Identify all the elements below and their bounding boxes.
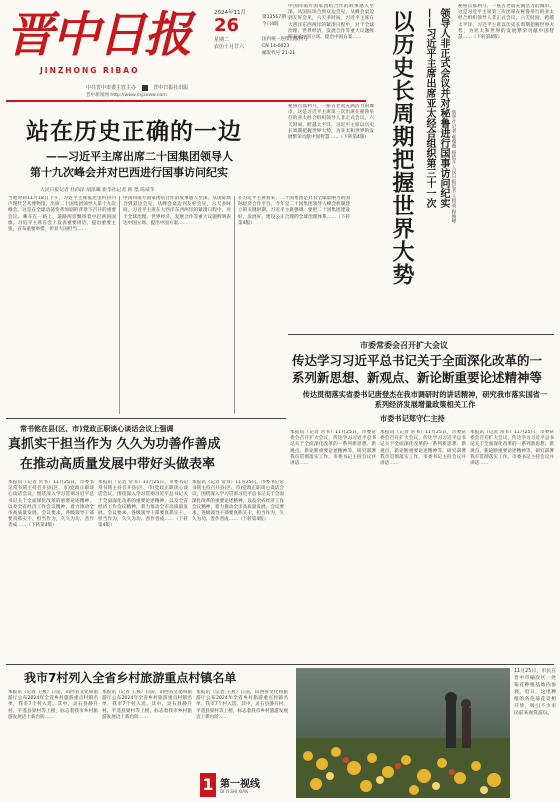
date-month: 2024年11月 xyxy=(214,10,246,16)
flower-field-image xyxy=(296,668,510,798)
section-english: DI YI SHI XIAN xyxy=(220,789,249,794)
left-story-headline-1: 真抓实干担当作为 久久为功善作善成 xyxy=(8,437,221,452)
section-rule-2 xyxy=(6,418,286,419)
right-story-col-1: 本报讯（记者 常书）11月25日，市委常委会召开扩大会议，传达学习习近平总书记关于全面深化改革的一系列新思想、新观点、新论断重要论述精神等，研究部署我市贯彻落实工作。市委书记主持会议并讲话…… xyxy=(290,430,376,467)
right-story-col-2: 本报讯（记者 常书）11月25日，市委常委会召开扩大会议，传达学习习近平总书记关于全面深化改革的一系列新思想、新观点、新论断重要论述精神等，研究部署我市贯彻落实工作。市委书记主持会议并讲话…… xyxy=(380,430,466,467)
right-story-kicker: 市委常委会召开扩大会议 xyxy=(360,341,448,350)
right-top-column: 秘鲁首都利马，一座古老而充满活力的城市。这是习近平主席第三次出席在秘鲁举行的亚太经合组织领导人非正式会议。六天时间，跨越太平洋，习近平主席以历史长周期把握世界大势，为亚太和世界的发展繁荣贡献中国智慧……（下转第4版） xyxy=(458,4,554,41)
mid-continued-column: 秘鲁首都利马，一座古老而充满活力的城市。这是习近平主席第三次出席在秘鲁举行的亚太经合组织领导人非正式会议。六天时间，跨越太平洋，习近平主席以历史长周期把握世界大势，为亚太和世界的发展繁荣贡献中国智慧……（下转第4版） xyxy=(288,104,374,141)
publisher-text: 晋中日报社出版 xyxy=(153,85,189,91)
vertical-byline: 新华社记者 郝薇薇 杨依军 人民日报记者 王悦明 程俊峰 xyxy=(451,110,456,224)
photo-caption: 11月25日，市民在晋中市榆次区一处菊花种植基地内参观。近日，这里种植的各色菊花竞相开放，吸引不少市民前来观赏游玩。 xyxy=(514,669,556,716)
top-center-column: 中国同南方国家团结合作的故事感人至深。从国际场合到双边会见，从峰会桌边到友好会见，六天多时间，习近平主席在大西洋东西两岸的紧凑日程中，对于全球治理、世界经济、发展合作等重大议题鲜明表达中国立场、提出中国方案…… xyxy=(288,4,374,41)
section-rule-3 xyxy=(6,664,554,665)
newspaper-pinyin: JINZHONG RIBAO xyxy=(40,66,140,75)
right-story-subhead: 传达贯彻落实省委书记唐登杰在我市调研时的讲话精神，研究我市落实国省一系列经济发展增量政策相关工作 xyxy=(302,390,548,409)
lead-divider-2 xyxy=(234,196,235,414)
masthead-rule xyxy=(6,100,366,102)
today-pages: 今日4版 xyxy=(262,22,279,27)
lead-column-3: 在习近平主席看来，二十国集团是具有全球影响力的国际经济合作平台。今年是二十国集团领导人峰会机制建立的关键时期。习近平主席强调，要把二十国集团建设好、发展好，建设公正合理的全球治理体系……（下转第4版） xyxy=(238,196,350,226)
cn-label: 国内统一连续出版物号 xyxy=(262,37,308,42)
website-line: 晋中新闻网 http://www.sxjzxww.com xyxy=(86,93,167,98)
date-day: 26 xyxy=(214,15,240,36)
date-block xyxy=(214,8,258,82)
left-story-col-3: 本报讯（记者 常书）11月25日，市委书记常书铭主持召开县(区、市)党政正职谈心谈话会议，围绕深入学习贯彻习近平总书记关于全面深化改革的重要论述精神，以及全省经济工作会议精神，着力推动全市高质量发展。会议要求，各级领导干部要真抓实干、担当作为，久久为功、善作善成……（下转第4版） xyxy=(192,480,284,523)
right-story-headline: 传达学习习近平总书记关于全面深化改革的一系列新思想、新观点、新论断重要论述精神等 xyxy=(292,353,543,385)
vertical-intro: 领导人非正式会议并对秘鲁进行国事访问纪实 xyxy=(438,8,449,208)
right-story-col-3: 本报讯（记者 常书）11月25日，市委常委会召开扩大会议，传达学习习近平总书记关于全面深化改革的一系列新思想、新观点、新论断重要论述精神等，研究部署我市贯彻落实工作。市委书记主持会议并讲话…… xyxy=(470,430,554,467)
issue-number: 第13567期 xyxy=(262,15,286,20)
newspaper-name: 晋中日报 xyxy=(6,7,191,63)
bottom-left-col-2: 本报讯（记者 王燕）日前，山西省文化和旅游厅公布2024年全省乡村旅游重点村镇名单，我市7个村入选。其中，灵石县静升村、平遥县梁村等上榜，标志着我市乡村旅游发展迈上新台阶…… xyxy=(102,690,192,720)
left-story-col-2: 本报讯（记者 常书）11月25日，市委书记常书铭主持召开县(区、市)党政正职谈心谈话会议，围绕深入学习贯彻习近平总书记关于全面深化改革的重要论述精神，以及全省经济工作会议精神，着力推动全市高质量发展。会议要求，各级领导干部要真抓实干、担当作为，久久为功、善作善成……（下转第4版） xyxy=(98,480,188,529)
right-story-subhead-2: 市委书记郑守仁主持 xyxy=(380,414,445,423)
qr-icon xyxy=(142,85,148,91)
vertical-headline-block xyxy=(374,4,452,334)
section-label: 第一视线 xyxy=(220,779,260,790)
chrysanthemum-photo xyxy=(296,668,510,798)
lead-subtitle-2: 第十九次峰会并对巴西进行国事访问纪实 xyxy=(30,166,228,179)
lead-column-1: 当地时间11月18日下午，习近平主席抵达里约热内卢现代艺术博物馆，出席二十国集团领导人第十九次峰会。这是在全球动荡变革加剧的背景下召开的重要会议。乘车在一路上，道路两旁飘扬着中巴两国国旗。习近平主席在会上发表重要讲话，提出重要主张，宣布重要举措，彰显大国担当…… xyxy=(8,196,116,233)
bottom-left-col-1: 本报讯（记者 王燕）日前，山西省文化和旅游厅公布2024年全省乡村旅游重点村镇名单，我市7个村入选。其中，灵石县静升村、平遥县梁村等上榜，标志着我市乡村旅游发展迈上新台阶…… xyxy=(8,690,98,720)
vertical-intro-2: ——习近平主席出席亚太经合组织第三十一次 xyxy=(424,8,435,208)
left-story-headline-2: 在推动高质量发展中带好头做表率 xyxy=(20,457,216,472)
masthead xyxy=(6,6,316,106)
vertical-main-headline: 以历史长周期把握世界大势 xyxy=(389,10,414,286)
lead-byline: 人民日报记者 杜尚泽 胡泽曦 新华社记者 韩 墨 陈威华 xyxy=(40,188,155,193)
weekday: 星期二 xyxy=(214,37,230,43)
lead-divider-1 xyxy=(119,196,120,414)
section-rule-1 xyxy=(288,334,554,335)
left-story-kicker: 常书铭在县(区、市)党政正职谈心谈话会议上强调 xyxy=(20,425,174,433)
sponsor-text: 中共晋中市委主管主办 xyxy=(86,85,137,91)
postal-code: 邮发代号 21-21 xyxy=(262,51,296,56)
bottom-left-headline: 我市7村列入全省乡村旅游重点村镇名单 xyxy=(24,671,237,685)
left-story-col-1: 本报讯（记者 常书）11月25日，市委书记常书铭主持召开县(区、市)党政正职谈心谈话会议，围绕深入学习贯彻习近平总书记关于全面深化改革的重要论述精神，以及全省经济工作会议精神，着力推动全市高质量发展。会议要求，各级领导干部要真抓实干、担当作为，久久为功、善作善成……（下转第4版） xyxy=(8,480,94,529)
section-number: 1 xyxy=(200,773,216,797)
bottom-left-col-3: 本报讯（记者 王燕）日前，山西省文化和旅游厅公布2024年全省乡村旅游重点村镇名单，我市7个村入选。其中，灵石县静升村、平遥县梁村等上榜，标志着我市乡村旅游发展迈上新台阶…… xyxy=(196,690,288,720)
section-badge xyxy=(200,773,272,797)
lead-column-2: 中国同南方国家团结合作的故事感人至深。从国际场合到双边会见，从峰会桌边到友好会见，六天多时间，习近平主席在大西洋东西两岸的紧凑日程中，对于全球治理、世界经济、发展合作等重大议题鲜明表达中国立场、提出中国方案…… xyxy=(123,196,231,226)
lunar-date: 农历十月廿六 xyxy=(214,44,245,50)
cn-number: CN 14-0023 xyxy=(262,44,290,49)
lead-main-title: 站在历史正确的一边 xyxy=(26,119,242,145)
sponsor-line xyxy=(86,84,286,91)
lead-subtitle-1: ——习近平主席出席二十国集团领导人 xyxy=(46,150,233,163)
